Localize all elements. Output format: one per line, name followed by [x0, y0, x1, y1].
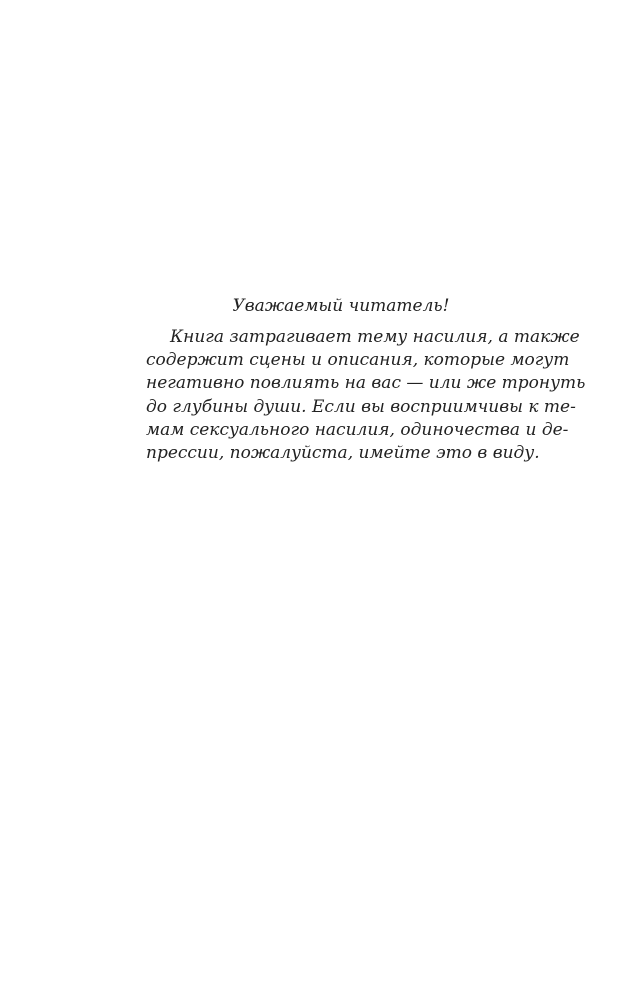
notice-line: негативно повлиять на вас — или же тронуть: [146, 373, 586, 394]
notice-line: прессии, пожалуйста, имейте это в виду.: [146, 442, 540, 463]
notice-paragraph: [146, 326, 586, 465]
reader-notice: [146, 294, 586, 465]
notice-line: содержит сцены и описания, которые могут: [146, 350, 570, 371]
notice-line: Книга затрагивает тему насилия, а также: [170, 327, 580, 347]
notice-line: мам сексуального насилия, одиночества и де-: [146, 419, 569, 440]
notice-line: до глубины души. Если вы восприимчивы к те-: [146, 396, 576, 417]
notice-heading: Уважаемый читатель!: [232, 296, 450, 316]
